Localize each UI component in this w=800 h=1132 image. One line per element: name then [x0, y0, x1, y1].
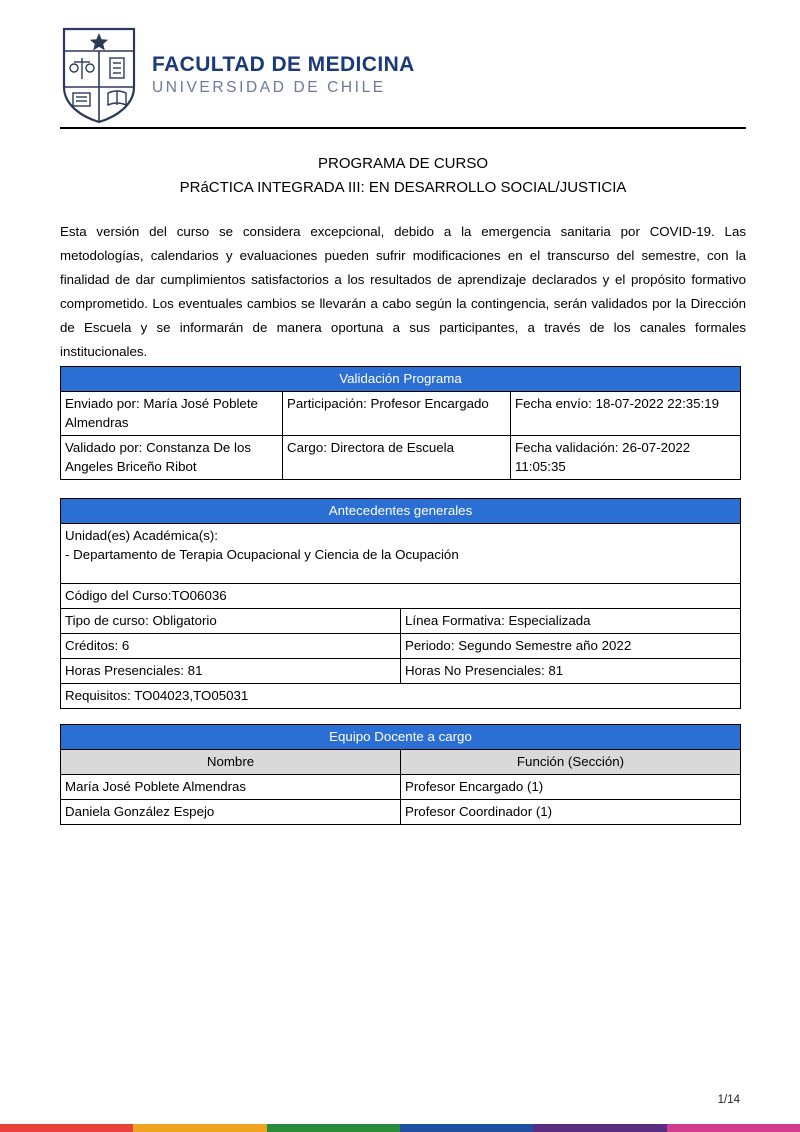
antecedentes-unidad-value: - Departamento de Terapia Ocupacional y Ciencia de la Ocupación: [65, 547, 459, 562]
validacion-fecha-validacion: Fecha validación: 26-07-2022 11:05:35: [511, 436, 741, 480]
table-row: [61, 775, 741, 800]
equipo-docente-table: [60, 724, 741, 825]
antecedentes-requisitos: Requisitos: TO04023,TO05031: [61, 684, 741, 709]
page-number: 1/14: [717, 1094, 740, 1106]
table-row: [61, 800, 741, 825]
table-band-row: [61, 499, 741, 524]
table-row: [61, 584, 741, 609]
university-crest-icon: [60, 25, 138, 125]
table-row: [61, 659, 741, 684]
equipo-row-0-funcion: Profesor Encargado (1): [401, 775, 741, 800]
bottom-bar-segment: [667, 1124, 800, 1132]
table-row: [61, 524, 741, 584]
document-header: [60, 22, 740, 127]
equipo-band-label: Equipo Docente a cargo: [61, 725, 741, 750]
validacion-band-label: Validación Programa: [61, 367, 741, 392]
bottom-bar-segment: [133, 1124, 266, 1132]
antecedentes-unidad-label: Unidad(es) Académica(s):: [65, 528, 218, 543]
table-row: [61, 436, 741, 480]
logo-university-name: UNIVERSIDAD DE CHILE: [152, 78, 386, 96]
validacion-fecha-envio: Fecha envío: 18-07-2022 22:35:19: [511, 392, 741, 436]
table-row: [61, 684, 741, 709]
table-band-row: [61, 725, 741, 750]
bottom-bar-segment: [267, 1124, 400, 1132]
equipo-row-0-nombre: María José Poblete Almendras: [61, 775, 401, 800]
antecedentes-tipo: Tipo de curso: Obligatorio: [61, 609, 401, 634]
page-title: PROGRAMA DE CURSO: [317, 155, 489, 172]
validacion-enviado-por: Enviado por: María José Poblete Almendras: [61, 392, 283, 436]
page-subtitle: PRáCTICA INTEGRADA III: EN DESARROLLO SOCIAL/JUSTICIA: [179, 179, 627, 196]
antecedentes-unidad-cell: [61, 524, 741, 584]
validacion-participacion: Participación: Profesor Encargado: [283, 392, 511, 436]
intro-paragraph: Esta versión del curso se considera excepcional, debido a la emergencia sanitaria por COVID-19. Las metodologías, calendarios y evaluaciones pueden sufrir modificaciones en el transcurso del semestre, con la finalidad de dar cumplimientos satisfactorios a los resultados de aprendizaje declarados y el propósito formativo comprometido. Los eventuales cambios se llevarán a cabo según la contingencia, serán validados por la Dirección de Escuela y se informarán de manera oportuna a sus participantes, a través de los canales formales institucionales.: [60, 224, 746, 359]
table-row: [61, 392, 741, 436]
page-left-margin: [0, 0, 12, 1132]
bottom-color-bar: [0, 1124, 800, 1132]
table-band-row: [61, 367, 741, 392]
bottom-bar-segment: [533, 1124, 666, 1132]
table-row: [61, 634, 741, 659]
antecedentes-creditos: Créditos: 6: [61, 634, 401, 659]
bottom-bar-segment: [0, 1124, 133, 1132]
antecedentes-generales-table: [60, 498, 741, 709]
logo-faculty-name: FACULTAD DE MEDICINA: [152, 52, 415, 76]
antecedentes-horas-presenciales: Horas Presenciales: 81: [61, 659, 401, 684]
table-row: [61, 609, 741, 634]
antecedentes-horas-no-presenciales: Horas No Presenciales: 81: [401, 659, 741, 684]
logo-text: [152, 54, 415, 96]
validacion-programa-table: [60, 366, 741, 480]
table-header-row: [61, 750, 741, 775]
equipo-col-nombre: Nombre: [61, 750, 401, 775]
equipo-row-1-funcion: Profesor Coordinador (1): [401, 800, 741, 825]
antecedentes-codigo: Código del Curso:TO06036: [61, 584, 741, 609]
antecedentes-band-label: Antecedentes generales: [61, 499, 741, 524]
validacion-validado-por: Validado por: Constanza De los Angeles Briceño Ribot: [61, 436, 283, 480]
antecedentes-linea: Línea Formativa: Especializada: [401, 609, 741, 634]
bottom-bar-segment: [400, 1124, 533, 1132]
equipo-col-funcion: Función (Sección): [401, 750, 741, 775]
equipo-row-1-nombre: Daniela González Espejo: [61, 800, 401, 825]
header-divider: [60, 127, 746, 129]
validacion-cargo: Cargo: Directora de Escuela: [283, 436, 511, 480]
antecedentes-periodo: Periodo: Segundo Semestre año 2022: [401, 634, 741, 659]
